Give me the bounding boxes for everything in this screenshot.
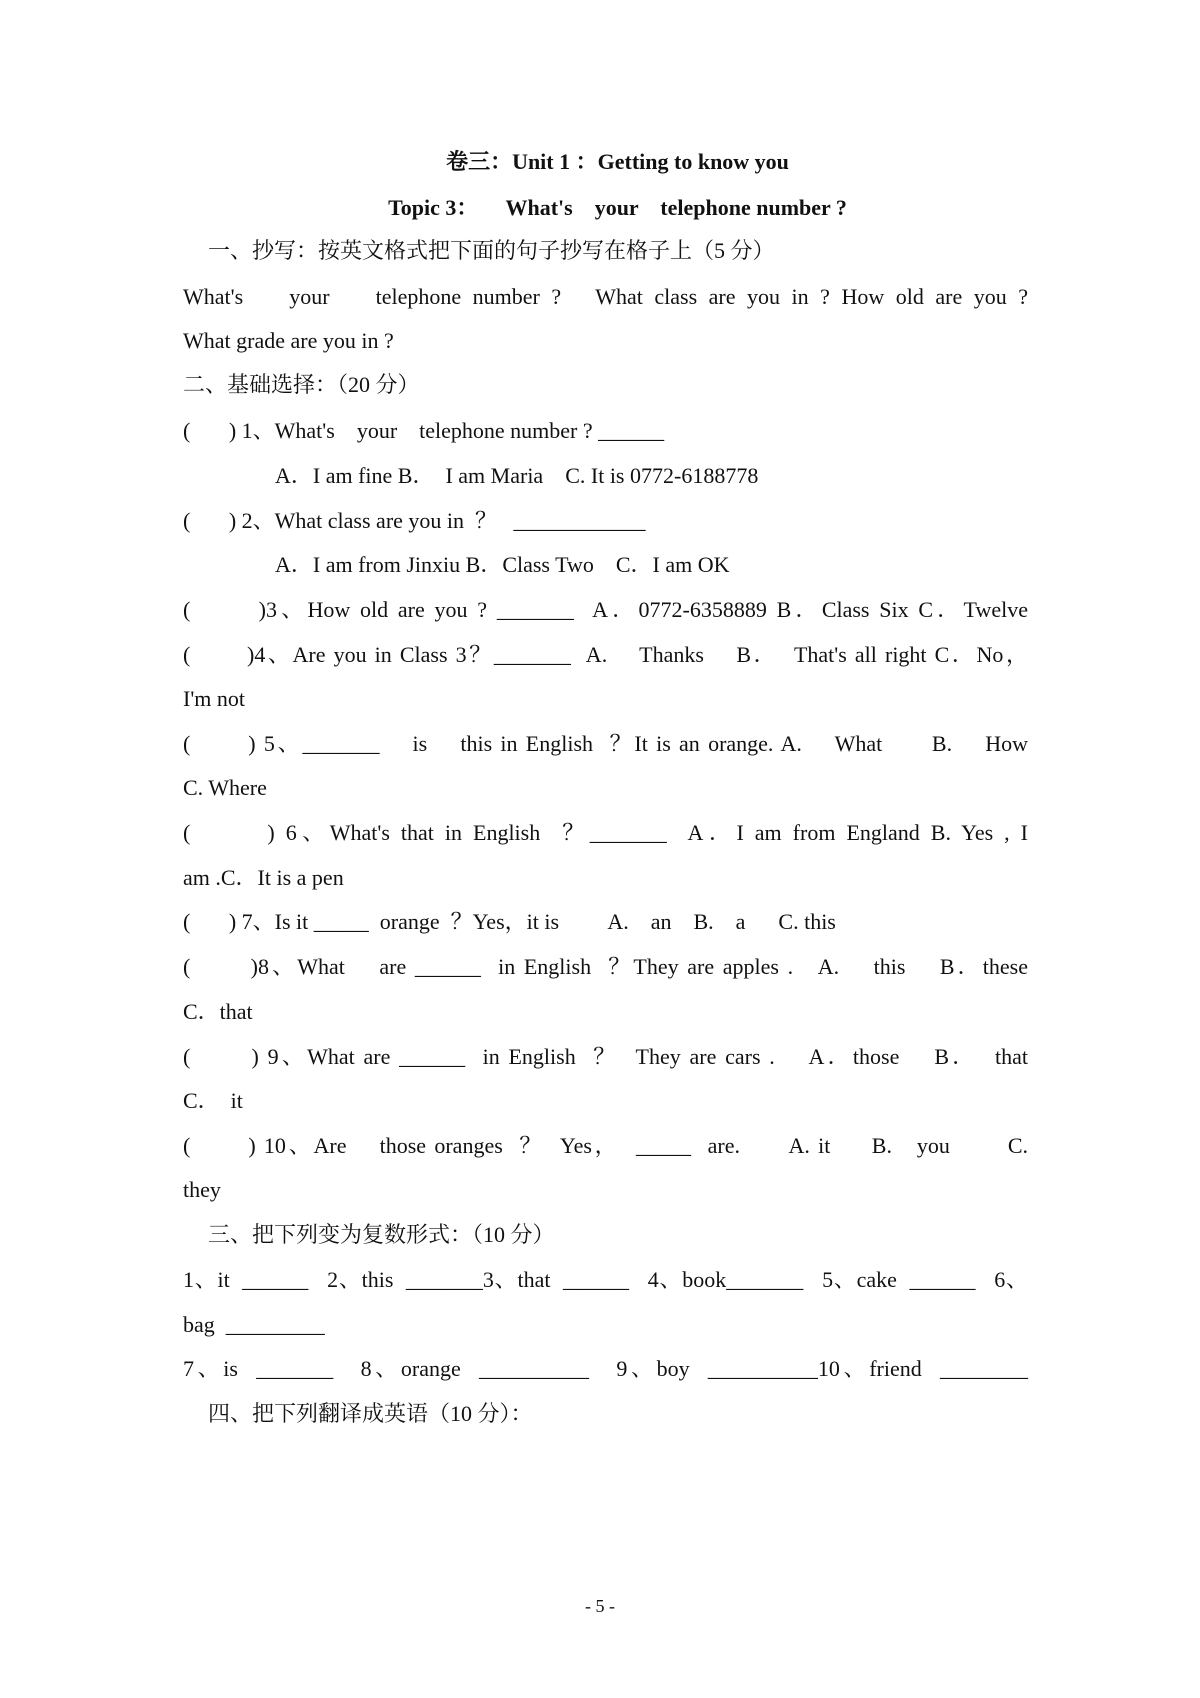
plural-line-2: bag _________	[183, 1312, 325, 1337]
section4-heading: 四、把下列翻译成英语（10 分）：	[208, 1401, 533, 1426]
question-9: ( ) 9、What are ______ in English ？ They are cars . A．those B． that	[183, 1044, 1028, 1069]
question-6: ( ) 6、What's that in English ？_______ A．I am from England B. Yes , I	[183, 820, 1028, 845]
section3-heading: 三、把下列变为复数形式：（10 分）	[208, 1222, 555, 1247]
section1-heading: 一、抄写：按英文格式把下面的句子抄写在格子上（5 分）	[208, 238, 775, 263]
question-10: ( ) 10、Are those oranges ？ Yes， _____ are. A. it B. you C.	[183, 1133, 1028, 1158]
question-9-continued: C． it	[183, 1088, 243, 1113]
question-8: ( )8、What are ______ in English ？They are apples . A. this B．these	[183, 954, 1028, 979]
question-5-continued: C. Where	[183, 775, 267, 800]
page-subtitle: Topic 3： What's your telephone number ?	[388, 195, 847, 220]
plural-line-1: 1、it ______ 2、this _______3、that ______ 4、book_______ 5、cake ______ 6、	[183, 1267, 1028, 1292]
section1-sentence-line-2: What grade are you in ?	[183, 328, 394, 353]
section1-sentence-line-1: What's your telephone number ? What class are you in ? How old are you ?	[183, 284, 1028, 309]
question-7: ( ) 7、Is it _____ orange ？Yes，it is A. an B. a C. this	[183, 909, 836, 934]
section2-heading: 二、基础选择：（20 分）	[183, 372, 420, 397]
question-1: ( ) 1、What's your telephone number ? ______	[183, 418, 665, 443]
question-3: ( )3、How old are you ? _______ A．0772-6358889 B．Class Six C．Twelve	[183, 597, 1028, 622]
page-title: 卷三：Unit 1 ：Getting to know you	[446, 149, 789, 174]
page-number: - 5 -	[585, 1596, 615, 1616]
question-4: ( )4、Are you in Class 3？_______ A. Thanks B． That's all right C．No，	[183, 642, 1028, 667]
question-6-continued: am .C．It is a pen	[183, 865, 344, 890]
question-5: ( ) 5、_______ is this in English ？It is an orange. A. What B. How	[183, 731, 1028, 756]
question-2: ( ) 2、What class are you in ？ ____________	[183, 508, 646, 533]
question-1-options: A．I am fine B． I am Maria C. It is 0772-6188778	[275, 463, 759, 488]
question-8-continued: C．that	[183, 999, 253, 1024]
plural-line-3: 7、is _______ 8、orange __________ 9、boy __________10、friend ________	[183, 1356, 1028, 1381]
question-2-options: A．I am from Jinxiu B．Class Two C．I am OK	[275, 552, 730, 577]
question-10-continued: they	[183, 1177, 221, 1202]
question-4-continued: I'm not	[183, 686, 246, 711]
